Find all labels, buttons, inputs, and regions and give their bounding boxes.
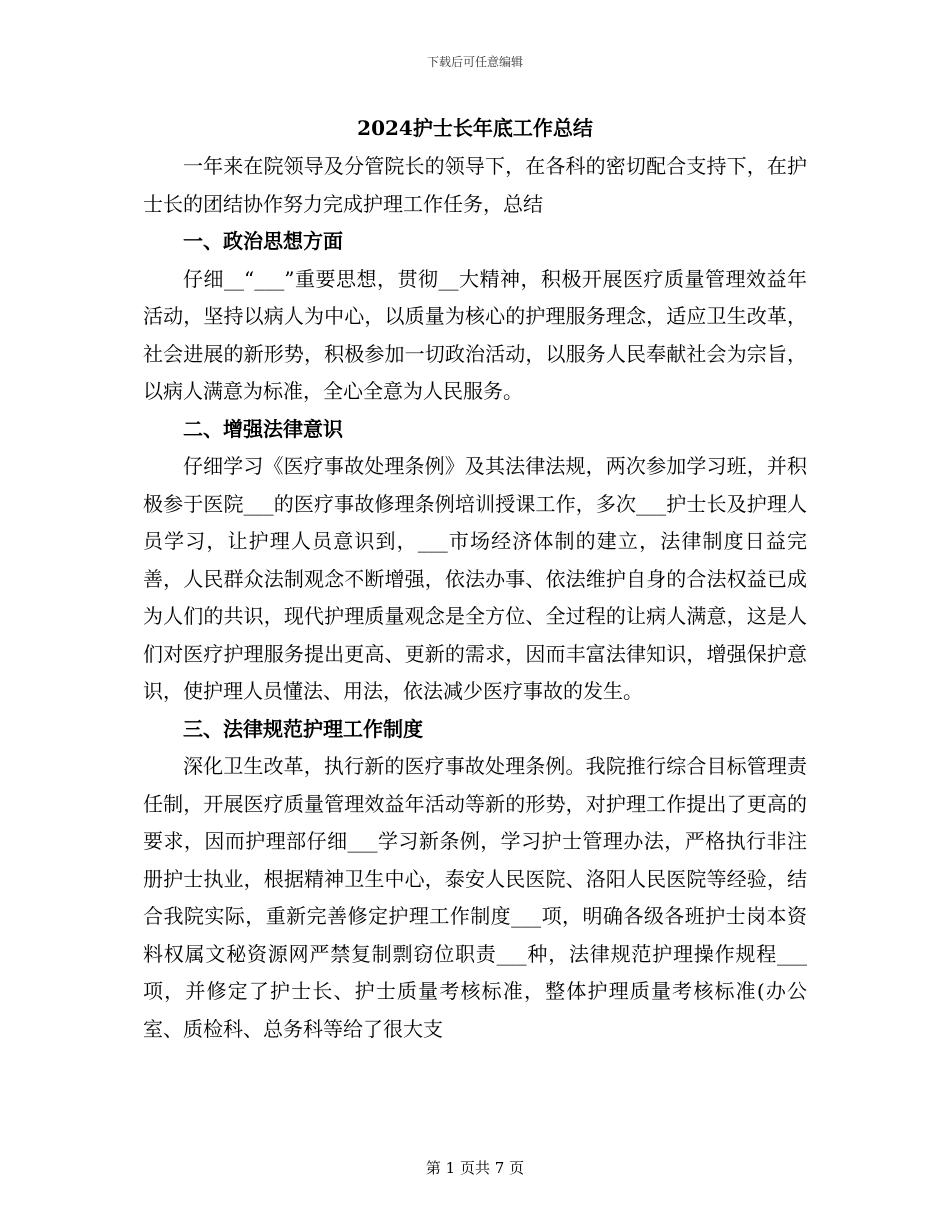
section-heading-work-rules: 三、法律规范护理工作制度 (183, 716, 423, 741)
section-body-legal-awareness: 仔细学习《医疗事故处理条例》及其法律法规，两次参加学习班，并积极参于医院___的医疗事故修理条例培训授课工作，多次___护士长及护理人员学习，让护理人员意识到，___市场经济体制的建立，法律制度日益完善，人民群众法制观念不断增强，依法办事、依法维护自身的合法权益已成为人们的共识，现代护理质量观念是全方位、全过程的让病人满意，这是人们对医疗护理服务提出更高、更新的需求，因而丰富法律知识，增强保护意识，使护理人员懂法、用法，依法减少医疗事故的发生。 (143, 454, 807, 703)
intro-paragraph: 一年来在院领导及分管院长的领导下，在各科的密切配合支持下，在护士长的团结协作努力完成护理工作任务，总结 (143, 154, 807, 216)
document-body (143, 148, 807, 1048)
section-body-politics: 仔细__“___”重要思想，贯彻__大精神，积极开展医疗质量管理效益年活动，坚持以病人为中心，以质量为核心的护理服务理念，适应卫生改革，社会进展的新形势，积极参加一切政治活动，以服务人民奉献社会为宗旨，以病人满意为标准，全心全意为人民服务。 (143, 266, 807, 403)
page-footer: 第 1 页共 7 页 (425, 1159, 525, 1177)
section-body-work-rules: 深化卫生改革，执行新的医疗事故处理条例。我院推行综合目标管理责任制，开展医疗质量管理效益年活动等新的形势，对护理工作提出了更高的要求，因而护理部仔细___学习新条例，学习护士管理办法，严格执行非注册护士执业，根据精神卫生中心，泰安人民医院、洛阳人民医院等经验，结合我院实际，重新完善修定护理工作制度___项，明确各级各班护士岗本资料权属文秘资源网严禁复制剽窃位职责___种，法律规范护理操作规程___项，并修定了护士长、护士质量考核标准，整体护理质量考核标准(办公室、质检科、总务科等给了很大支 (143, 754, 807, 1041)
document-title: 2024护士长年底工作总结 (357, 116, 593, 140)
header-note: 下载后可任意编辑 (426, 55, 523, 69)
section-heading-politics: 一、政治思想方面 (183, 229, 343, 253)
section-heading-legal-awareness: 二、增强法律意识 (183, 416, 343, 441)
